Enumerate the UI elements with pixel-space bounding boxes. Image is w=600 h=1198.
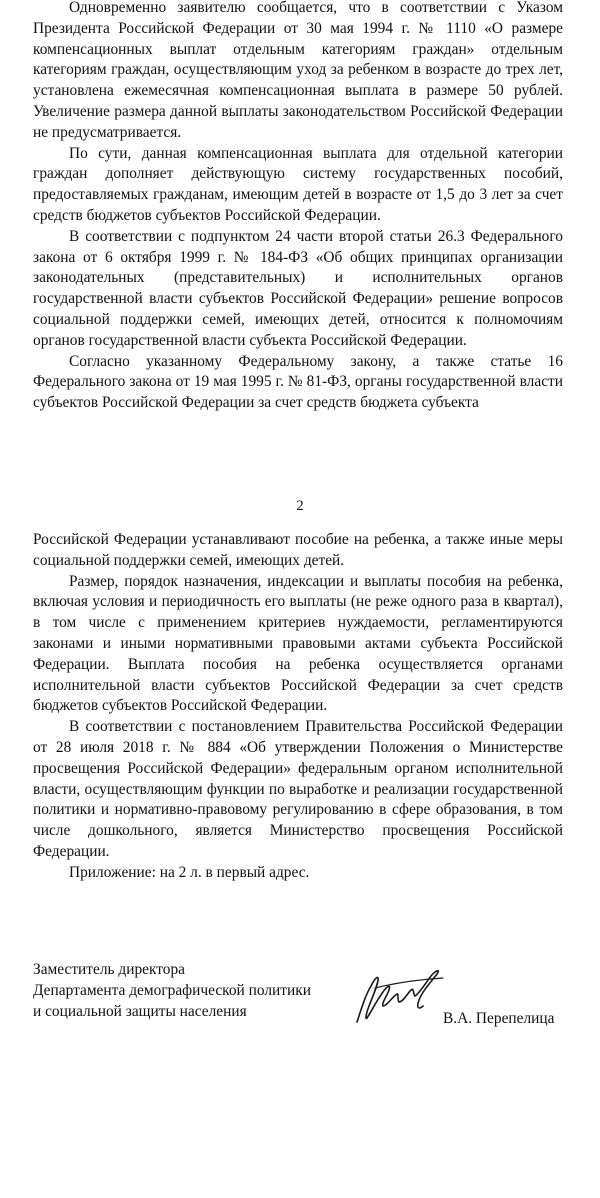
signatory-title-line: Заместитель директора	[33, 961, 186, 978]
handwritten-signature	[351, 966, 451, 1028]
signature-block	[33, 960, 573, 1040]
paragraph-federal-law-184: В соответствии с подпунктом 24 части второй статьи 26.3 Федерального закона от 6 октября 1999 г. № 184-ФЗ «Об общих принципах организации законодательных (представительных) и исполнительных органов государственной власти субъектов Российской Федерации» решение вопросов социальной поддержки семей, имеющих детей, относится к полномочиям органов государственной власти субъекта Российской Федерации.	[33, 227, 563, 349]
signatory-name: В.А. Перепелица	[443, 1010, 555, 1027]
page-2-body	[33, 530, 563, 884]
signatory-title-line: Департамента демографической политики	[33, 981, 311, 999]
page-number: 2	[296, 498, 304, 514]
paragraph-federal-law-81: Согласно указанному Федеральному закону, а также статье 16 Федерального закона от 19 мая 1995 г. № 81-ФЗ, органы государственной власти субъектов Российской Федерации за счет средств бюджета субъекта	[33, 352, 563, 412]
document-page-1	[0, 0, 600, 455]
page-1-body	[33, 0, 563, 414]
signatory-title	[33, 960, 311, 1022]
paragraph-attachment: Приложение: на 2 л. в первый адрес.	[69, 863, 310, 881]
signatory-title-line: и социальной защиты населения	[33, 1002, 247, 1020]
paragraph-benefit-procedure: Размер, порядок назначения, индексации и выплаты пособия на ребенка, включая условия и периодичность его выплаты (не реже одного раза в квартал), в том числе с применением критериев нуждаемости, регламентируются законами и иными нормативными правовыми актами субъекта Российской Федерации. Выплата пособия на ребенка осуществляется органами исполнительной власти субъектов Российской Федерации за счет средств бюджетов субъектов Российской Федерации.	[33, 572, 563, 715]
paragraph-compensation-decree: Одновременно заявителю сообщается, что в соответствии с Указом Президента Российской Федерации от 30 мая 1994 г. № 1110 «О размере компенсационных выплат отдельным категориям граждан» отдельным категориям граждан, осуществляющим уход за ребенком в возрасте до трех лет, установлена ежемесячная компенсационная выплата в размере 50 рублей. Увеличение размера данной выплаты законодательством Российской Федерации не предусматривается.	[33, 0, 563, 141]
paragraph-essence-of-payment: По сути, данная компенсационная выплата для отдельной категории граждан дополняет действующую систему государственных пособий, предоставляемых гражданам, имеющим детей в возрасте от 1,5 до 3 лет за счет средств бюджетов субъектов Российской Федерации.	[33, 144, 563, 224]
paragraph-government-decree-884: В соответствии с постановлением Правительства Российской Федерации от 28 июля 2018 г. № 884 «Об утверждении Положения о Министерстве просвещения Российской Федерации» федеральным органом исполнительной власти, осуществляющим функции по выработке и реализации государственной политики и нормативно-правовому регулированию в сфере образования, в том числе дошкольного, является Министерство просвещения Российской Федерации.	[33, 718, 563, 860]
paragraph-continuation: Российской Федерации устанавливают пособие на ребенка, а также иные меры социальной поддержки семей, имеющих детей.	[33, 531, 563, 569]
